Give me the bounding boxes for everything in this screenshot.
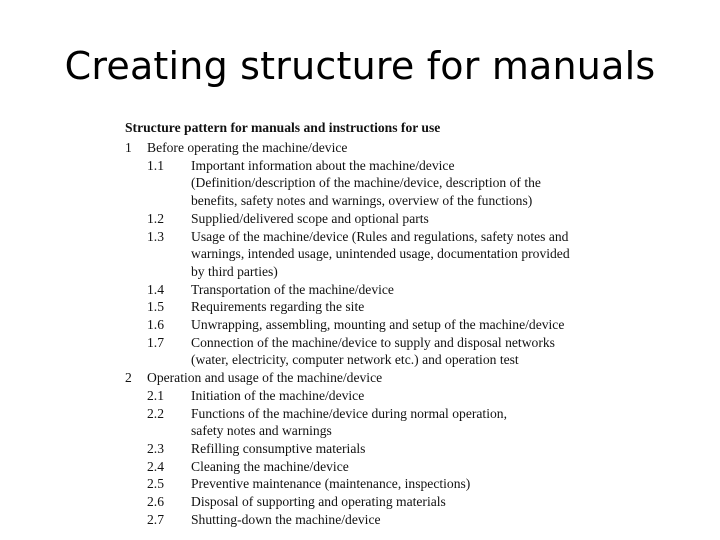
item-number: 1.2 (147, 210, 164, 226)
list-item (125, 440, 645, 458)
item-text (191, 210, 645, 228)
section-title: Before operating the machine/device (147, 140, 348, 155)
item-text (191, 458, 645, 476)
item-line: Transportation of the machine/device (191, 281, 394, 297)
list-item (125, 493, 645, 511)
item-number: 2.7 (147, 511, 164, 527)
section-number: 1 (125, 140, 132, 155)
item-line: (water, electricity, computer network etc.) and operation test (191, 352, 519, 368)
item-text (191, 387, 645, 405)
item-line: (Definition/description of the machine/device, description of the (191, 175, 541, 191)
item-line: Important information about the machine/device (191, 157, 455, 173)
list-item (125, 475, 645, 493)
item-line: Cleaning the machine/device (191, 458, 349, 474)
item-line: Functions of the machine/device during normal operation, (191, 405, 507, 421)
item-line: Connection of the machine/device to supply and disposal networks (191, 334, 555, 350)
item-text (191, 281, 645, 299)
item-line: Disposal of supporting and operating materials (191, 494, 446, 510)
list-item (125, 316, 645, 334)
item-text (191, 157, 645, 210)
item-line: by third parties) (191, 263, 278, 279)
item-text (191, 440, 645, 458)
list-item (125, 157, 645, 210)
item-text (191, 334, 645, 369)
document-heading: Structure pattern for manuals and instructions for use (125, 120, 441, 135)
item-line: benefits, safety notes and warnings, overview of the functions) (191, 193, 533, 209)
item-number: 2.4 (147, 458, 164, 474)
list-item (125, 511, 645, 529)
item-line: Usage of the machine/device (Rules and regulations, safety notes and (191, 228, 569, 244)
item-line: Unwrapping, assembling, mounting and setup of the machine/device (191, 317, 565, 333)
section-2 (125, 369, 645, 387)
item-line: safety notes and warnings (191, 423, 332, 439)
item-number: 1.7 (147, 334, 164, 350)
item-line: Preventive maintenance (maintenance, inspections) (191, 476, 471, 492)
list-item (125, 228, 645, 281)
item-number: 2.5 (147, 476, 164, 492)
item-number: 1.5 (147, 299, 164, 315)
item-text (191, 228, 645, 281)
item-text (191, 298, 645, 316)
item-number: 2.2 (147, 405, 164, 421)
item-number: 1.4 (147, 281, 164, 297)
item-number: 1.1 (147, 157, 164, 173)
item-number: 1.3 (147, 228, 164, 244)
item-line: Supplied/delivered scope and optional parts (191, 210, 429, 226)
item-line: Initiation of the machine/device (191, 387, 365, 403)
list-item (125, 298, 645, 316)
list-item (125, 281, 645, 299)
section-title: Operation and usage of the machine/device (147, 370, 383, 386)
item-line: Requirements regarding the site (191, 299, 365, 315)
item-text (191, 493, 645, 511)
item-number: 2.3 (147, 440, 164, 456)
item-line: Refilling consumptive materials (191, 440, 366, 456)
item-text (191, 405, 645, 440)
list-item (125, 458, 645, 476)
section-number: 2 (125, 370, 132, 386)
item-text (191, 475, 645, 493)
item-text (191, 511, 645, 529)
item-line: Shutting-down the machine/device (191, 511, 381, 527)
list-item (125, 405, 645, 440)
list-item (125, 210, 645, 228)
list-item (125, 387, 645, 405)
document-excerpt (125, 119, 645, 528)
page-title: Creating structure for manuals (64, 44, 656, 88)
item-text (191, 316, 645, 334)
item-line: warnings, intended usage, unintended usage, documentation provided (191, 246, 570, 262)
item-number: 1.6 (147, 317, 164, 333)
item-number: 2.6 (147, 494, 164, 510)
item-number: 2.1 (147, 387, 164, 403)
list-item (125, 334, 645, 369)
section-1 (125, 139, 645, 157)
